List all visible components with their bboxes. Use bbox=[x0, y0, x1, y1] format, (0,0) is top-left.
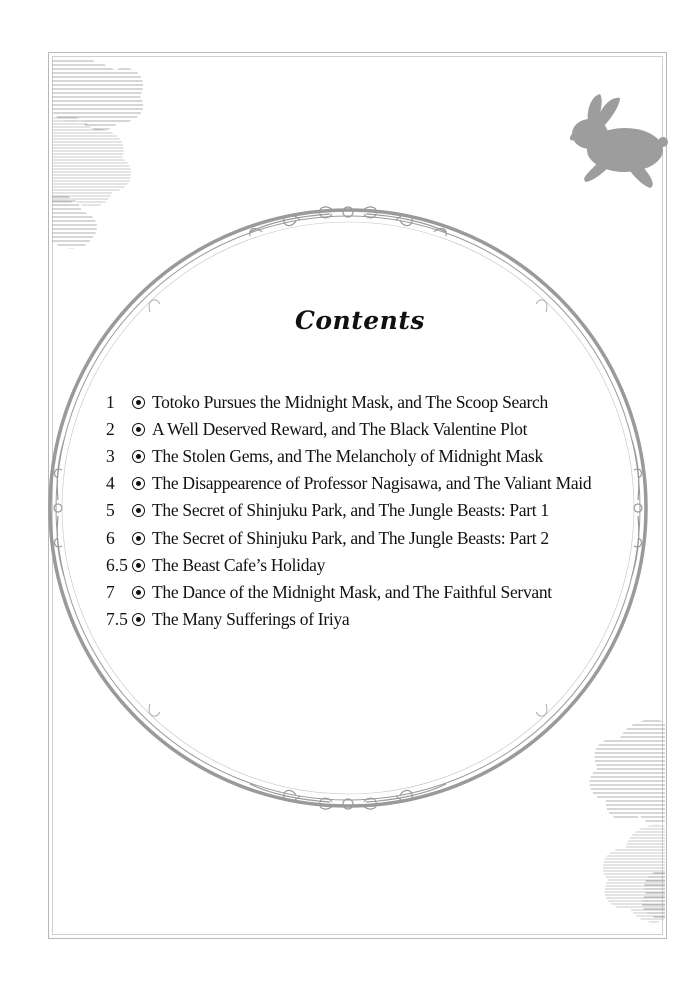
toc-entry-5[interactable] bbox=[106, 497, 591, 524]
chapter-number: 5 bbox=[106, 500, 115, 521]
chapter-title: Totoko Pursues the Midnight Mask, and The Scoop Search bbox=[152, 392, 548, 413]
bullseye-icon bbox=[132, 532, 145, 545]
chapter-number: 7 bbox=[106, 581, 115, 602]
toc-entry-7[interactable] bbox=[106, 579, 591, 606]
chapter-number: 6 bbox=[106, 527, 115, 548]
table-of-contents bbox=[106, 389, 591, 633]
chapter-title: The Secret of Shinjuku Park, and The Jungle Beasts: Part 1 bbox=[152, 500, 549, 521]
contents-title: Contents bbox=[294, 306, 425, 335]
chapter-number: 2 bbox=[106, 419, 115, 440]
toc-entry-3[interactable] bbox=[106, 443, 591, 470]
chapter-number: 7.5 bbox=[106, 608, 128, 629]
bullseye-icon bbox=[132, 450, 145, 463]
chapter-number: 4 bbox=[106, 473, 115, 494]
chapter-title: The Stolen Gems, and The Melancholy of Midnight Mask bbox=[152, 446, 543, 467]
chapter-title: The Beast Cafe’s Holiday bbox=[152, 554, 326, 575]
toc-entry-1[interactable] bbox=[106, 389, 591, 416]
rabbit-illustration bbox=[570, 94, 668, 188]
toc-entry-6[interactable] bbox=[106, 524, 591, 551]
chapter-title: A Well Deserved Reward, and The Black Valentine Plot bbox=[152, 419, 528, 440]
chapter-title: The Dance of the Midnight Mask, and The Faithful Servant bbox=[152, 581, 552, 602]
bullseye-icon bbox=[132, 559, 145, 572]
chapter-title: The Secret of Shinjuku Park, and The Jungle Beasts: Part 2 bbox=[152, 527, 549, 548]
bullseye-icon bbox=[132, 477, 145, 490]
bullseye-icon bbox=[132, 423, 145, 436]
toc-entry-2[interactable] bbox=[106, 416, 591, 443]
chapter-number: 6.5 bbox=[106, 554, 128, 575]
toc-entry-4[interactable] bbox=[106, 470, 591, 497]
cloud-illustration-bottom-right bbox=[590, 720, 665, 923]
bullseye-icon bbox=[132, 396, 145, 409]
chapter-number: 3 bbox=[106, 446, 115, 467]
chapter-title: The Many Sufferings of Iriya bbox=[152, 608, 350, 629]
toc-entry-7-5[interactable] bbox=[106, 606, 591, 633]
chapter-number: 1 bbox=[106, 392, 115, 413]
cloud-illustration-top-left bbox=[52, 58, 143, 249]
toc-entry-6-5[interactable] bbox=[106, 552, 591, 579]
chapter-title: The Disappearence of Professor Nagisawa, and The Valiant Maid bbox=[152, 473, 592, 494]
bullseye-icon bbox=[132, 613, 145, 626]
bullseye-icon bbox=[132, 586, 145, 599]
bullseye-icon bbox=[132, 504, 145, 517]
